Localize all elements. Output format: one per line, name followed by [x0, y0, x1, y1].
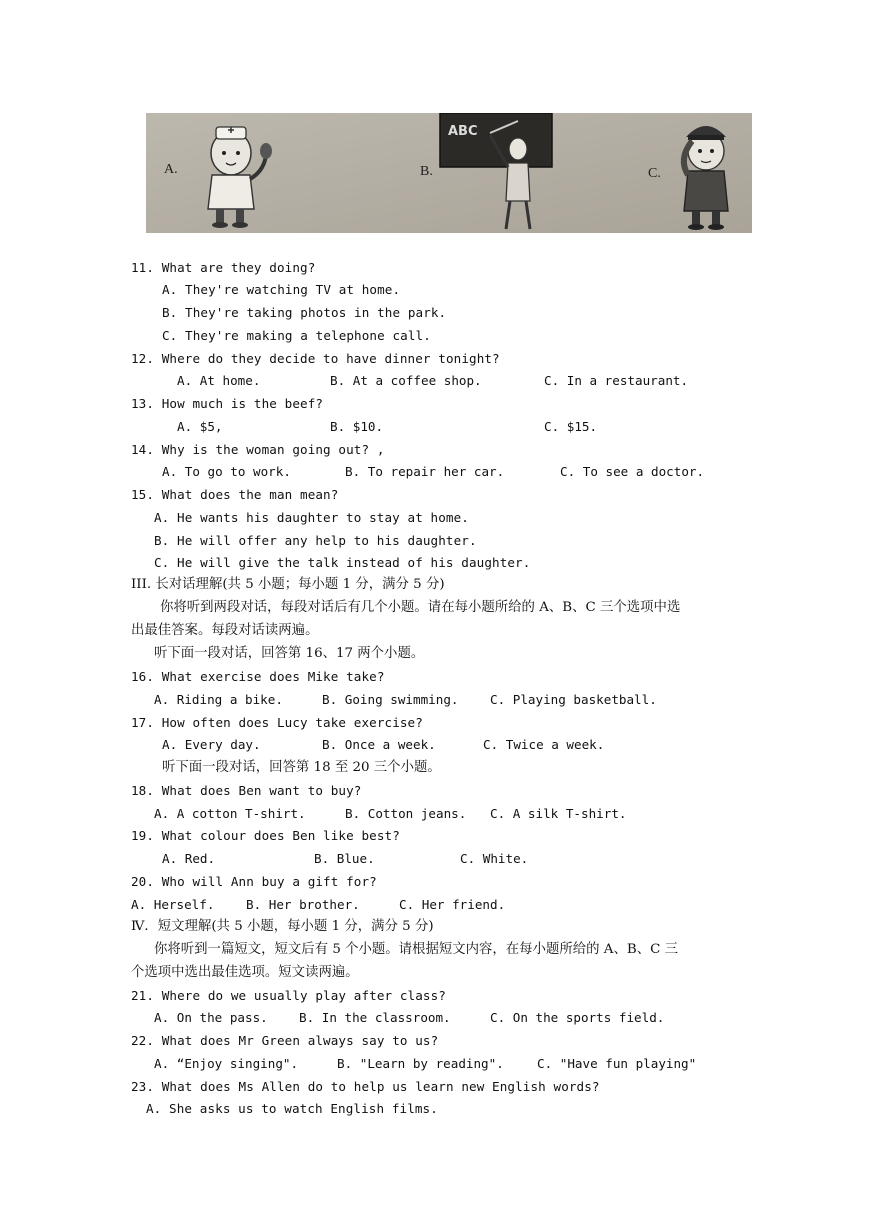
q14-option-c: C. To see a doctor. [560, 464, 705, 479]
question-11: 11. What are they doing? [131, 260, 316, 275]
question-18: 18. What does Ben want to buy? [131, 783, 362, 798]
q19-option-b: B. Blue. [314, 851, 375, 866]
q15-option-b: B. He will offer any help to his daughter. [154, 533, 477, 548]
q18-option-a: A. A cotton T-shirt. [154, 806, 306, 821]
q12-option-a: A. At home. [177, 373, 261, 388]
question-13: 13. How much is the beef? [131, 396, 324, 411]
blackboard-text: ABC [448, 124, 478, 139]
q16-option-c: C. Playing basketball. [490, 692, 657, 707]
q11-option-b: B. They're taking photos in the park. [162, 305, 447, 320]
picture-label-c: C. [648, 166, 661, 181]
q14-option-a: A. To go to work. [162, 464, 291, 479]
section-4-instruction-line-2: 个选项中选出最佳选项。短文读两遍。 [131, 965, 359, 980]
question-21: 21. Where do we usually play after class? [131, 988, 446, 1003]
q22-option-c: C. "Have fun playing" [537, 1056, 697, 1071]
q19-option-c: C. White. [460, 851, 529, 866]
section-4-instruction-line-1: 你将听到一篇短文，短文后有 5 个小题。请根据短文内容，在每小题所给的 A、B、C 三 [154, 942, 678, 957]
q12-option-c: C. In a restaurant. [544, 373, 689, 388]
q21-option-a: A. On the pass. [154, 1010, 268, 1025]
q11-option-c: C. They're making a telephone call. [162, 328, 431, 343]
q14-option-b: B. To repair her car. [345, 464, 505, 479]
section-3-heading: III. 长对话理解(共 5 小题；每小题 1 分，满分 5 分) [131, 577, 445, 592]
section-3-instruction-line-1: 你将听到两段对话，每段对话后有几个小题。请在每小题所给的 A、B、C 三个选项中选 [160, 600, 681, 615]
picture-label-a: A. [164, 162, 178, 177]
question-15: 15. What does the man mean? [131, 487, 339, 502]
q11-option-a: A. They're watching TV at home. [162, 282, 401, 297]
section-3-instruction-line-2: 出最佳答案。每段对话读两遍。 [131, 623, 319, 638]
question-picture-strip [146, 113, 752, 233]
q13-option-c: C. $15. [544, 419, 598, 434]
q13-option-a: A. $5, [177, 419, 223, 434]
picture-label-b: B. [420, 164, 433, 179]
q17-option-b: B. Once a week. [322, 737, 436, 752]
q12-option-b: B. At a coffee shop. [330, 373, 482, 388]
question-14: 14. Why is the woman going out? , [131, 442, 385, 457]
section-3-subinstruction-2: 听下面一段对话，回答第 18 至 20 三个小题。 [162, 760, 441, 775]
q18-option-c: C. A silk T-shirt. [490, 806, 627, 821]
q22-option-b: B. "Learn by reading". [337, 1056, 504, 1071]
q15-option-c: C. He will give the talk instead of his daughter. [154, 555, 531, 570]
q20-option-b: B. Her brother. [246, 897, 360, 912]
q22-option-a: A. “Enjoy singing". [154, 1056, 299, 1071]
section-4-heading: Ⅳ．短文理解(共 5 小题，每小题 1 分，满分 5 分) [131, 919, 434, 934]
section-3-subinstruction-1: 听下面一段对话，回答第 16、17 两个小题。 [154, 646, 425, 661]
question-23: 23. What does Ms Allen do to help us learn new English words? [131, 1079, 600, 1094]
q21-option-b: B. In the classroom. [299, 1010, 451, 1025]
q17-option-a: A. Every day. [162, 737, 261, 752]
q23-option-a: A. She asks us to watch English films. [146, 1101, 438, 1116]
q19-option-a: A. Red. [162, 851, 216, 866]
question-20: 20. Who will Ann buy a gift for? [131, 874, 377, 889]
q17-option-c: C. Twice a week. [483, 737, 605, 752]
q16-option-a: A. Riding a bike. [154, 692, 283, 707]
q20-option-a: A. Herself. [131, 897, 215, 912]
question-22: 22. What does Mr Green always say to us? [131, 1033, 439, 1048]
q16-option-b: B. Going swimming. [322, 692, 459, 707]
q13-option-b: B. $10. [330, 419, 384, 434]
question-17: 17. How often does Lucy take exercise? [131, 715, 423, 730]
q21-option-c: C. On the sports field. [490, 1010, 665, 1025]
question-16: 16. What exercise does Mike take? [131, 669, 385, 684]
question-19: 19. What colour does Ben like best? [131, 828, 400, 843]
q20-option-c: C. Her friend. [399, 897, 506, 912]
q15-option-a: A. He wants his daughter to stay at home. [154, 510, 469, 525]
q18-option-b: B. Cotton jeans. [345, 806, 467, 821]
question-12: 12. Where do they decide to have dinner tonight? [131, 351, 500, 366]
picture-illustration [146, 113, 752, 233]
